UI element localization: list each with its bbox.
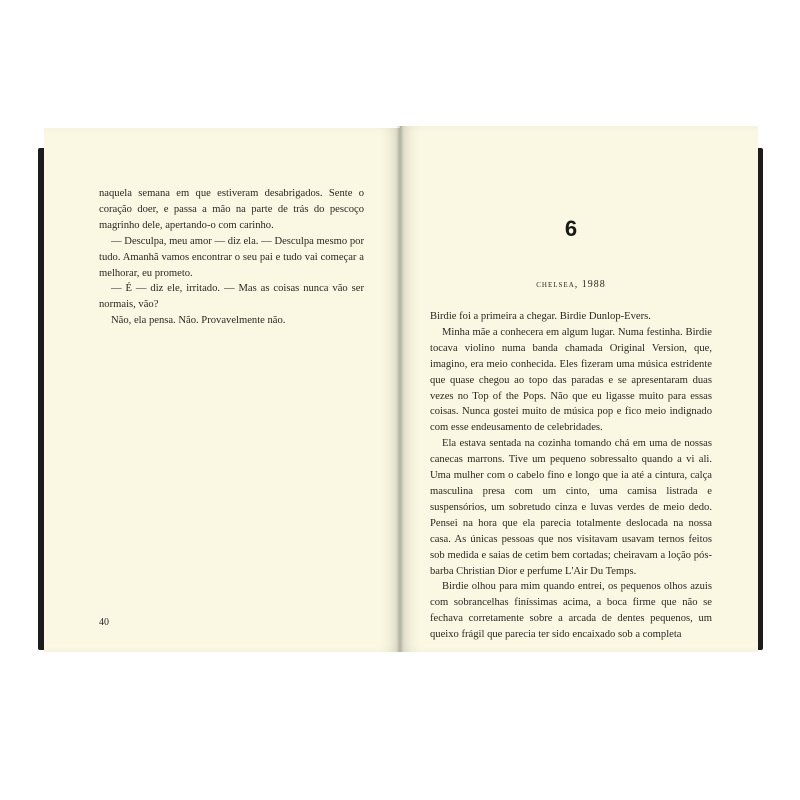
right-page: [400, 126, 758, 652]
chapter-number: 6: [564, 216, 578, 241]
paragraph: Minha mãe a conhecera em algum lugar. Numa festinha. Birdie tocava violino numa banda chamada Original Version, que, imagino, era meio conhecida. Eles fizeram uma música estridente que quase chegou ao topo das paradas e se apresentaram duas vezes no Top of the Pops. Não que eu ligasse muito para essas coisas. Nunca gostei muito de música pop e fico meio indignado com esse endeusamento de celebridades.: [430, 326, 712, 434]
page-number: 40: [99, 617, 109, 628]
left-page-text: [99, 186, 364, 329]
paragraph: Birdie foi a primeira a chegar. Birdie Dunlop-Evers.: [430, 311, 651, 322]
paragraph: Não, ela pensa. Não. Provavelmente não.: [111, 315, 286, 327]
right-page-text: [430, 309, 712, 643]
chapter-place-date: chelsea, 1988: [536, 279, 606, 290]
left-page: [44, 128, 400, 652]
paragraph: Birdie olhou para mim quando entrei, os pequenos olhos azuis com sobrancelhas finíssimas acima, a boca firme que não se fechava corretamente sobre a arcada de dentes pequenos, um queixo frágil que parecia ter sido encaixado sob a completa: [430, 581, 712, 641]
book-gutter: [396, 126, 404, 652]
paragraph: Ela estava sentada na cozinha tomando chá em uma de nossas canecas marrons. Tive um pequeno sobressalto quando a vi ali. Uma mulher com o cabelo fino e longo que ia até a cintura, calça masculina presa com um cinto, uma camisa listrada e suspensórios, um sobretudo cinza e luvas verdes de meio dedo. Pensei na hora que ela parecia totalmente deslocada na nossa casa. As únicas pessoas que nos visitavam usavam ternos feitos sob medida e saias de cetim bem cortadas; cheiravam a loção pós-barba Christian Dior e perfume L'Air Du Temps.: [430, 438, 712, 577]
paragraph: naquela semana em que estiveram desabrigados. Sente o coração doer, e passa a mão na parte de trás do pescoço magrinho dele, apertando-o com carinho.: [99, 188, 364, 231]
paragraph: — Desculpa, meu amor — diz ela. — Desculpa mesmo por tudo. Amanhã vamos encontrar o seu pai e tudo vai começar a melhorar, eu prometo.: [99, 235, 364, 279]
paragraph: — É — diz ele, irritado. — Mas as coisas nunca vão ser normais, vão?: [99, 283, 364, 311]
